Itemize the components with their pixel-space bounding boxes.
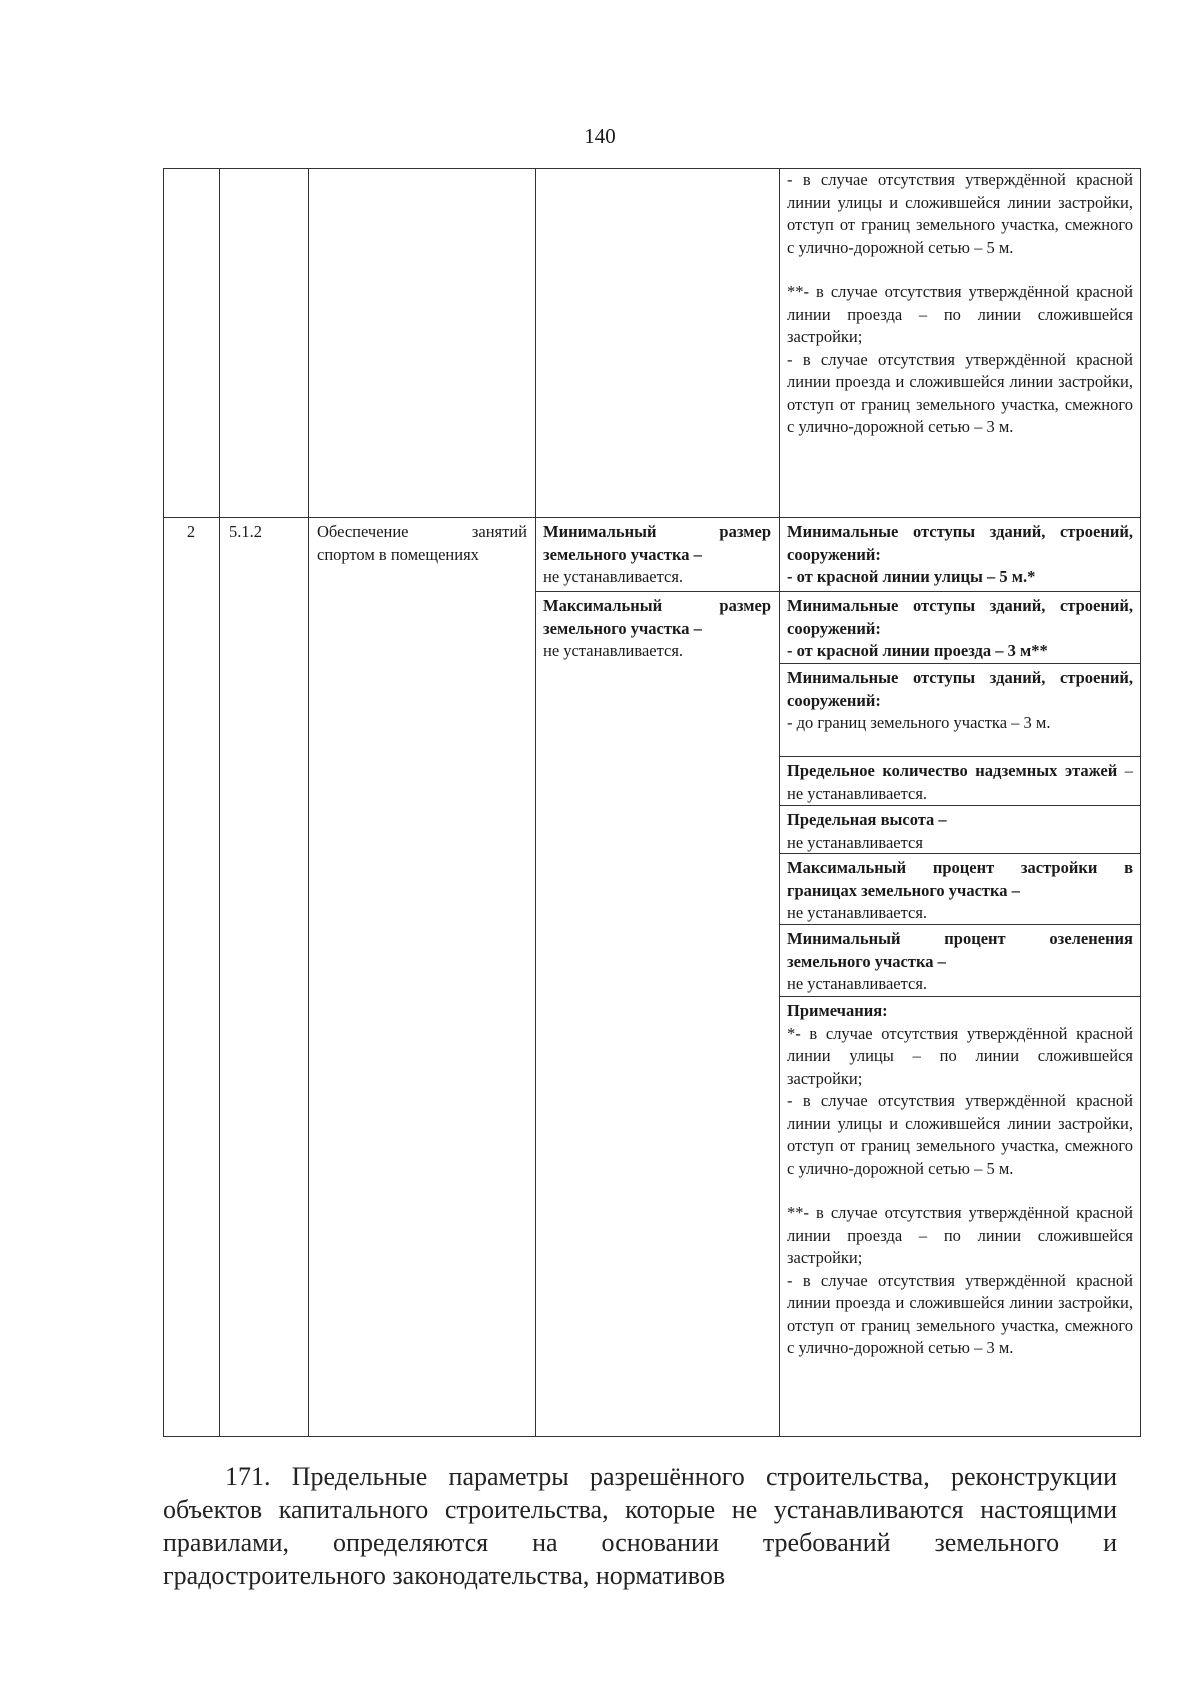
param-value: - от красной линии проезда – 3 м** [787, 641, 1048, 660]
param-title: Минимальный процент озеленения земельного участка – [787, 929, 1133, 971]
param-value: - до границ земельного участка – 3 м. [787, 713, 1051, 732]
param-cell [787, 521, 1133, 589]
row-code: 5.1.2 [229, 522, 262, 541]
param-title: Минимальные отступы зданий, строений, сооружений: [787, 596, 1133, 638]
size-max-value: не устанавливается. [543, 641, 684, 660]
param-cell [787, 857, 1133, 925]
param-cell [787, 595, 1133, 663]
param-value: - от красной линии улицы – 5 м.* [787, 567, 1036, 586]
row-name: Обеспечение занятий спортом в помещениях [317, 522, 527, 564]
size-min-value: не устанавливается. [543, 567, 684, 586]
param-title: Предельная высота – [787, 810, 947, 829]
notes-cell [787, 1000, 1133, 1360]
size-max [543, 595, 771, 663]
param-value: не устанавливается. [787, 903, 928, 922]
param-cell [787, 760, 1133, 805]
note-line: - в случае отсутствия утверждённой красной линии проезда и сложившейся линии застройки, отступ от границ земельного участка, смежного с улично-дорожной сетью – 3 м. [787, 1270, 1133, 1357]
continuation-notes [787, 169, 1133, 439]
continuation-note: - в случае отсутствия утверждённой красной линии проезда и сложившейся линии застройки, отступ от границ земельного участка, смежного с улично-дорожной сетью – 3 м. [787, 349, 1133, 436]
size-min [543, 521, 771, 589]
note-line: **- в случае отсутствия утверждённой красной линии проезда – по линии сложившейся застройки; [787, 1203, 1133, 1267]
regulations-table [163, 168, 1141, 1437]
paragraph-text: Предельные параметры разрешённого строительства, реконструкции объектов капитального строительства, которые не устанавливаются настоящими правилами, определяются на основании требований земельного и градостроительного законодательства, нормативов [163, 1462, 1118, 1590]
paragraph-171 [163, 1460, 1117, 1592]
size-max-title: Максимальный размер земельного участка – [543, 596, 771, 638]
continuation-note: - в случае отсутствия утверждённой красной линии улицы и сложившейся линии застройки, отступ от границ земельного участка, смежного с улично-дорожной сетью – 5 м. [787, 170, 1133, 257]
param-value: – не устанавливается. [787, 761, 1133, 803]
page-number: 140 [584, 124, 616, 148]
size-min-title: Минимальный размер земельного участка – [543, 522, 771, 564]
row-number: 2 [186, 522, 196, 541]
note-line: - в случае отсутствия утверждённой красной линии улицы и сложившейся линии застройки, отступ от границ земельного участка, смежного с улично-дорожной сетью – 5 м. [787, 1091, 1133, 1178]
param-cell [787, 809, 1133, 854]
paragraph-number: 171. [225, 1462, 271, 1491]
note-line: *- в случае отсутствия утверждённой красной линии улицы – по линии сложившейся застройки; [787, 1023, 1133, 1088]
param-title: Минимальные отступы зданий, строений, сооружений: [787, 522, 1133, 564]
param-value: не устанавливается [787, 832, 923, 852]
param-title: Минимальные отступы зданий, строений, сооружений: [787, 668, 1133, 710]
notes-title: Примечания: [787, 1001, 888, 1020]
param-value: не устанавливается. [787, 974, 928, 993]
param-cell [787, 667, 1133, 735]
continuation-note: **- в случае отсутствия утверждённой красной линии проезда – по линии сложившейся застройки; [787, 282, 1133, 346]
param-cell [787, 928, 1133, 996]
param-title: Предельное количество надземных этажей [787, 761, 1118, 780]
param-title: Максимальный процент застройки в границах земельного участка – [787, 858, 1133, 900]
